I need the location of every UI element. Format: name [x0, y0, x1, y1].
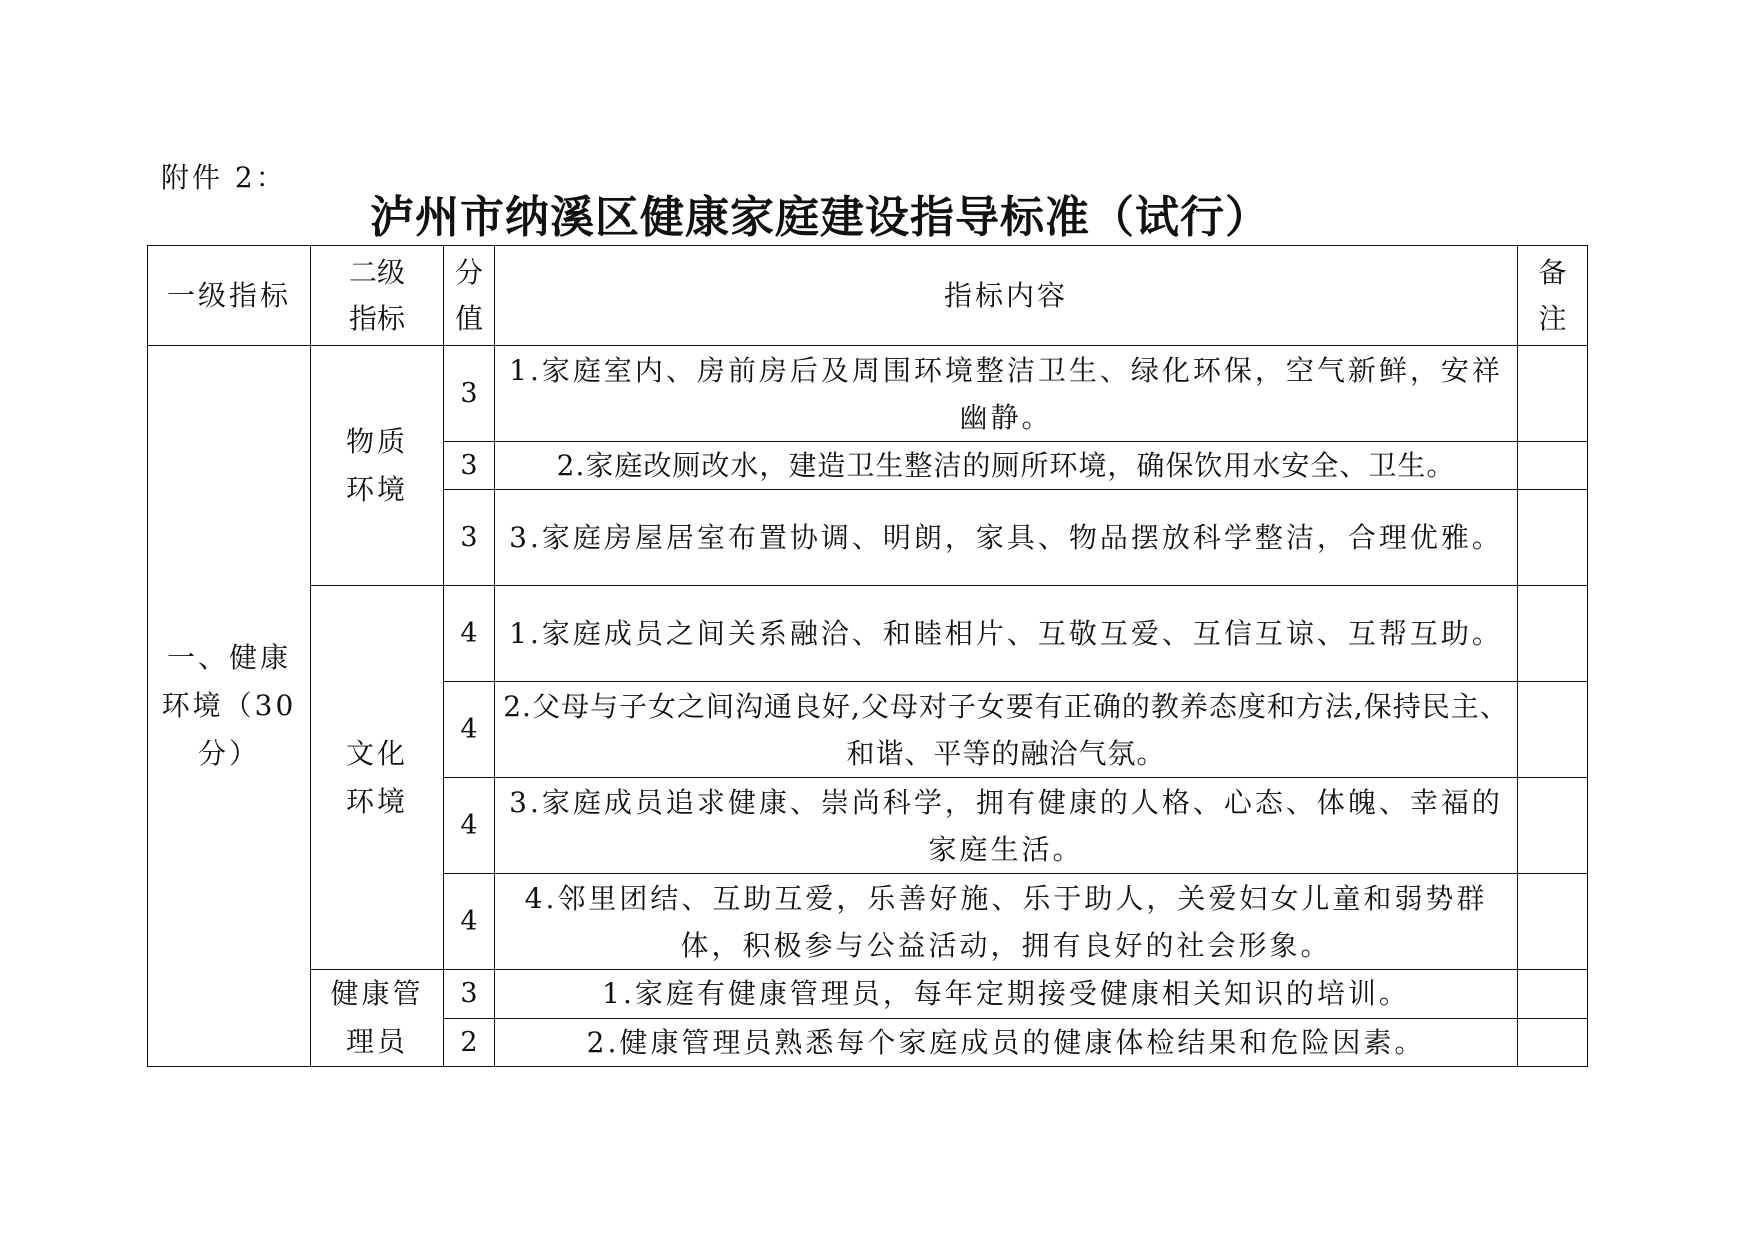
content-cell: 2.家庭改厕改水，建造卫生整洁的厕所环境，确保饮用水安全、卫生。 [495, 442, 1518, 490]
header-level1: 一级指标 [148, 246, 311, 346]
content-cell: 3.家庭房屋居室布置协调、明朗，家具、物品摆放科学整洁，合理优雅。 [495, 490, 1518, 586]
header-notes: 备 注 [1518, 246, 1588, 346]
notes-cell [1518, 586, 1588, 682]
score-cell: 4 [444, 586, 495, 682]
score-cell: 3 [444, 490, 495, 586]
notes-cell [1518, 970, 1588, 1019]
content-cell: 3.家庭成员追求健康、崇尚科学，拥有健康的人格、心态、体魄、幸福的家庭生活。 [495, 778, 1518, 874]
header-content: 指标内容 [495, 246, 1518, 346]
level1-cell: 一、健康环境（30分） [148, 346, 311, 1067]
content-cell: 1.家庭室内、房前房后及周围环境整洁卫生、绿化环保，空气新鲜，安祥幽静。 [495, 346, 1518, 442]
notes-cell [1518, 442, 1588, 490]
content-cell: 4.邻里团结、互助互爱，乐善好施、乐于助人，关爱妇女儿童和弱势群体，积极参与公益活动，拥有良好的社会形象。 [495, 874, 1518, 970]
table-row [148, 346, 1588, 442]
table-row [148, 970, 1588, 1019]
table-header-row [148, 246, 1588, 346]
notes-cell [1518, 778, 1588, 874]
notes-cell [1518, 874, 1588, 970]
content-cell: 1.家庭成员之间关系融洽、和睦相片、互敬互爱、互信互谅、互帮互助。 [495, 586, 1518, 682]
score-cell: 4 [444, 874, 495, 970]
standards-table [147, 245, 1588, 1067]
notes-cell [1518, 346, 1588, 442]
attachment-label: 附件 2： [161, 161, 287, 194]
level2-cell: 健康管理员 [311, 970, 444, 1067]
score-cell: 4 [444, 778, 495, 874]
score-cell: 4 [444, 682, 495, 778]
score-cell: 2 [444, 1018, 495, 1067]
header-level2: 二级 指标 [311, 246, 444, 346]
notes-cell [1518, 1018, 1588, 1067]
level2-cell: 文化环境 [311, 586, 444, 970]
score-cell: 3 [444, 346, 495, 442]
content-cell: 2.父母与子女之间沟通良好,父母对子女要有正确的教养态度和方法,保持民主、和谐、平等的融洽气氛。 [495, 682, 1518, 778]
header-score: 分 值 [444, 246, 495, 346]
level2-cell: 物质环境 [311, 346, 444, 586]
content-cell: 1.家庭有健康管理员，每年定期接受健康相关知识的培训。 [495, 970, 1518, 1019]
score-cell: 3 [444, 442, 495, 490]
score-cell: 3 [444, 970, 495, 1019]
notes-cell [1518, 682, 1588, 778]
table-row [148, 586, 1588, 682]
content-cell: 2.健康管理员熟悉每个家庭成员的健康体检结果和危险因素。 [495, 1018, 1518, 1067]
document-title: 泸州市纳溪区健康家庭建设指导标准（试行） [370, 192, 1270, 243]
notes-cell [1518, 490, 1588, 586]
